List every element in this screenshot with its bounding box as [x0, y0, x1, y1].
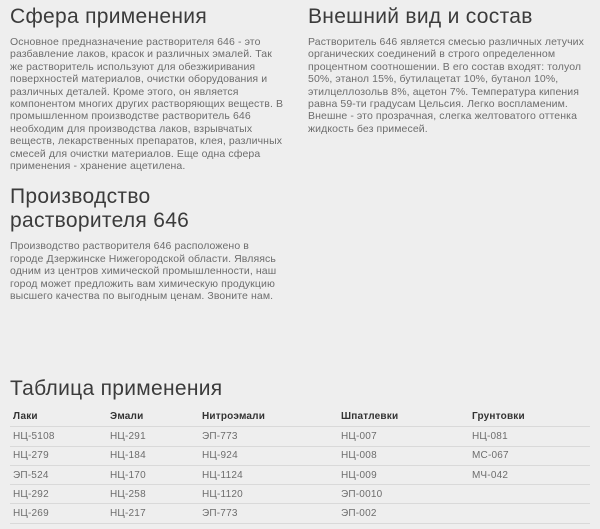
- appearance-title: Внешний вид и состав: [308, 5, 533, 28]
- production-title: Производство растворителя 646: [10, 185, 190, 233]
- table-cell: НЦ-291: [107, 427, 199, 446]
- left-column: [10, 5, 285, 303]
- application-body: Основное предназначение растворителя 646 - это разбавление лаков, красок и различных эмалей. Так же растворитель используют для обезжиривания поверхностей материалов, очистки оборудования и различных деталей. Кроме этого, он является компонентом многих других растворяющих веществ. В промышленном производстве растворитель 646 необходим для производства лаков, взрывчатых веществ, лекарственных препаратов, клея, различных смесей для очистки материалов. Еще одна сфера применения - хранение ацетилена.: [10, 36, 284, 173]
- table-cell: НЦ-269: [10, 504, 107, 523]
- table-cell: НЦ-170: [107, 465, 199, 484]
- usage-table-title: Таблица применения: [10, 376, 223, 400]
- table-cell: НЦ-292: [10, 485, 107, 504]
- table-cell: ЭП-773: [199, 504, 338, 523]
- table-cell: НЦ-217: [107, 504, 199, 523]
- appearance-body: Растворитель 646 является смесью различных летучих органических соединений в строго определенном процентном соотношении. В его состав входят: толуол 50%, этанол 15%, бутилацетат 10%, бутанол 10%, этилцеллозольв 8%, ацетон 7%. Температура кипения равна 59-ти градусам Цельсия. Легко воспламеним. Внешне - это прозрачная, слегка желтоватого оттенка жидкость без примесей.: [308, 36, 584, 135]
- two-column-layout: [10, 5, 590, 303]
- table-row: [10, 446, 590, 465]
- table-cell: НЦ-009: [338, 465, 469, 484]
- production-body: Производство растворителя 646 расположено в городе Дзержинске Нижегородской области. Являясь одним из центров химической промышленности, наш город может предложить вам химическую продукцию высшего качества по выгодным ценам. Звоните нам.: [10, 240, 277, 303]
- application-title: Сфера применения: [10, 5, 207, 28]
- table-header-emali: Эмали: [107, 408, 199, 427]
- table-cell: НЦ-1120: [199, 485, 338, 504]
- table-cell: НЦ-5108: [10, 427, 107, 446]
- table-cell: [469, 504, 590, 523]
- table-cell: МЧ-042: [469, 465, 590, 484]
- table-row: [10, 504, 590, 523]
- section-appearance: [308, 5, 590, 135]
- table-header-row: [10, 408, 590, 427]
- table-cell: ЭП-773: [199, 427, 338, 446]
- table-cell: НЦ-081: [469, 427, 590, 446]
- table-cell: [469, 485, 590, 504]
- table-cell: НЦ-924: [199, 446, 338, 465]
- section-production: [10, 185, 285, 302]
- table-cell: НЦ-258: [107, 485, 199, 504]
- table-header-shpatlevki: Шпатлевки: [338, 408, 469, 427]
- table-cell: НЦ-184: [107, 446, 199, 465]
- section-usage-table: [10, 377, 590, 524]
- table-cell: НЦ-1124: [199, 465, 338, 484]
- table-cell: НЦ-279: [10, 446, 107, 465]
- table-header-laki: Лаки: [10, 408, 107, 427]
- table-cell: ЭП-002: [338, 504, 469, 523]
- right-column: [308, 5, 590, 135]
- table-header-gruntovki: Грунтовки: [469, 408, 590, 427]
- table-cell: ЭП-524: [10, 465, 107, 484]
- table-row: [10, 465, 590, 484]
- table-header-nitroemali: Нитроэмали: [199, 408, 338, 427]
- usage-table: [10, 408, 590, 524]
- table-cell: НЦ-007: [338, 427, 469, 446]
- table-cell: ЭП-0010: [338, 485, 469, 504]
- table-row: [10, 427, 590, 446]
- table-cell: МС-067: [469, 446, 590, 465]
- section-application: [10, 5, 285, 172]
- table-row: [10, 485, 590, 504]
- table-cell: НЦ-008: [338, 446, 469, 465]
